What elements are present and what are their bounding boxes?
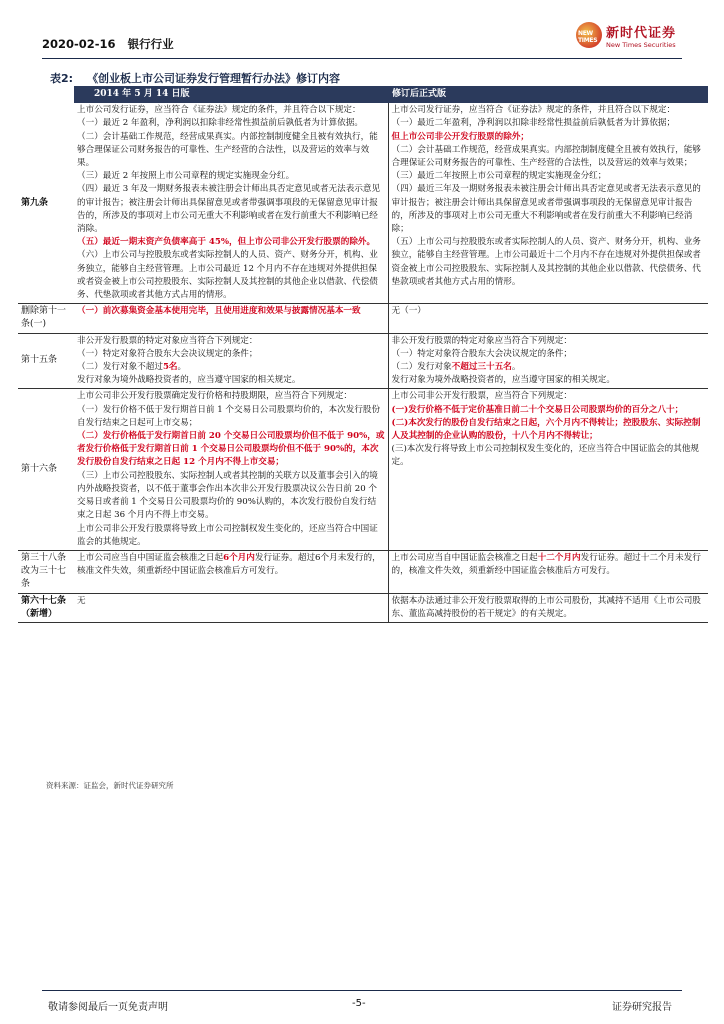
- new-text-cell: 无（一）: [388, 304, 708, 333]
- old-text-cell: （一）前次募集资金基本使用完毕，且使用进度和效果与披露情况基本一致: [74, 304, 388, 333]
- row-label: 第六十七条（新增）: [18, 593, 74, 622]
- new-text-cell: 上市公司非公开发行股票，应当符合下列规定： (一)发行价格不低于定价基准日前二十个交易日公司股票均价的百分之八十； (二)本次发行的股份自发行结束之日起，六个月内不得转让；控股股东、实际控制人及其控制的企业认购的股份，十八个月内不得转让； (三)本次发行将导致上市公司控制权发生变化的，还应当符合中国证监会的其他规定。: [388, 389, 708, 550]
- report-date: 2020-02-16: [42, 37, 116, 51]
- header-old-version: 2014 年 5 月 14 日版: [74, 86, 388, 103]
- row-label: 删除第十一条(一): [18, 304, 74, 333]
- new-text-cell: 非公开发行股票的特定对象应当符合下列规定： （一）特定对象符合股东大会决议规定的条件； （二）发行对象不超过三十五名。 发行对象为境外战略投资者的，应当遵守国家的相关规定。: [388, 333, 708, 389]
- old-text-cell: 上市公司应当自中国证监会核准之日起6个月内发行证券。超过6个月未发行的，核准文件失效，须重新经中国证监会核准后方可发行。: [74, 550, 388, 593]
- revision-table: [18, 86, 708, 623]
- table-row: [18, 550, 708, 593]
- new-text-cell: 依据本办法通过非公开发行股票取得的上市公司股份，其减持不适用《上市公司股东、董监高减持股份的若干规定》的有关规定。: [388, 593, 708, 622]
- table-header-row: [18, 86, 708, 103]
- table-caption: [50, 70, 354, 86]
- row-label: 第三十八条改为三十七条: [18, 550, 74, 593]
- table-row: [18, 333, 708, 389]
- page-header: [42, 36, 182, 52]
- footer-divider: [42, 990, 682, 991]
- new-text-cell: 上市公司应当自中国证监会核准之日起十二个月内发行证券。超过十二个月未发行的，核准文件失效，须重新经中国证监会核准后方可发行。: [388, 550, 708, 593]
- row-label: 第十六条: [18, 389, 74, 550]
- row-label: 第九条: [18, 103, 74, 304]
- header-new-version: 修订后正式版: [388, 86, 708, 103]
- industry-label: 银行行业: [127, 37, 174, 51]
- table-number: 表2:: [50, 72, 74, 85]
- header-divider: [42, 58, 682, 59]
- row-label: 第十五条: [18, 333, 74, 389]
- old-text-cell: 上市公司发行证券，应当符合《证券法》规定的条件，并且符合以下规定： （一）最近 2 年盈利，净利润以扣除非经常性损益前后孰低者为计算依据。 （二）会计基础工作规范，经营成果真实。内部控制制度健全且被有效执行，能够合理保证公司财务报告的可靠性、生产经营的合法性，以及营运的效率与效果。 （三）最近 2 年按照上市公司章程的规定实施现金分红。 （四）最近 3 年及一期财务报表未被注册会计师出具否定意见或者无法表示意见的审计报告；被注册会计师出具保留意见或者带强调事项段的无保留意见审计报告的，所涉及的事项对上市公司无重大不利影响或者在发行前重大不利影响已经消除。 （五）最近一期末资产负债率高于 45%，但上市公司非公开发行股票的除外。 （六）上市公司与控股股东或者实际控制人的人员、资产、财务分开，机构、业务独立，能够自主经营管理。上市公司最近 12 个月内不存在违规对外提供担保或者资金被上市公司控股股东、实际控制人及其控制的其他企业以借款、代偿债务、代垫款项或者其他方式占用的情形。: [74, 103, 388, 304]
- table-row: [18, 389, 708, 550]
- logo-name-cn: 新时代证券: [606, 26, 677, 41]
- report-type: 证券研究报告: [612, 1002, 672, 1013]
- company-logo: [576, 22, 686, 60]
- highlight-text: （五）最近一期末资产负债率高于 45%，但上市公司非公开发行股票的除外。: [77, 237, 376, 248]
- old-text-cell: 无: [74, 593, 388, 622]
- old-text-cell: 上市公司非公开发行股票确定发行价格和持股期限，应当符合下列规定： （一）发行价格不低于发行期首日前 1 个交易日公司股票均价的，本次发行股份自发行结束之日起可上市交易； （二）发行价格低于发行期首日前 20 个交易日公司股票均价但不低于 90%，或者发行价格低于发行期首日前 1 个交易日公司股票均价但不低于 90%的，本次发行股份自发行结束之日起 12 个月内不得上市交易； （三）上市公司控股股东、实际控制人或者其控制的关联方以及董事会引入的境内外战略投资者，以不低于董事会作出本次非公开发行股票决议公告日前 20 个交易日或者前 1 个交易日公司股票均价的 90%认购的，本次发行股份自发行结束之日起 36 个月内不得上市交易。 上市公司非公开发行股票将导致上市公司控制权发生变化的，还应当符合中国证监会的其他规定。: [74, 389, 388, 550]
- page-number: -5-: [352, 998, 366, 1009]
- table-title: 《创业板上市公司证券发行管理暂行办法》修订内容: [87, 72, 341, 85]
- old-text-cell: 非公开发行股票的特定对象应当符合下列规定： （一）特定对象符合股东大会决议规定的条件； （二）发行对象不超过5名。 发行对象为境外战略投资者的，应当遵守国家的相关规定。: [74, 333, 388, 389]
- disclaimer-note: 敬请参阅最后一页免责声明: [48, 1002, 168, 1013]
- logo-name-en: New Times Securities: [606, 41, 676, 49]
- table-row: [18, 103, 708, 304]
- highlight-text: 但上市公司非公开发行股票的除外；: [391, 131, 530, 142]
- logo-mark-icon: NEW TIMES: [576, 22, 602, 48]
- source-note: 资料来源：证监会，新时代证券研究所: [46, 781, 174, 790]
- new-text-cell: 上市公司发行证券，应当符合《证券法》规定的条件，并且符合以下规定： （一）最近二年盈利，净利润以扣除非经常性损益前后孰低者为计算依据； 但上市公司非公开发行股票的除外； （二）会计基础工作规范，经营成果真实。内部控制制度健全且被有效执行，能够合理保证公司财务报告的可靠性、生产经营的合法性，以及营运的效率与效果； （三）最近二年按照上市公司章程的规定实施现金分红； （四）最近三年及一期财务报表未被注册会计师出具否定意见或者无法表示意见的审计报告；被注册会计师出具保留意见或者带强调事项段的无保留意见审计报告的，所涉及的事项对上市公司无重大不利影响或者在发行前重大不利影响已经消除； （五）上市公司与控股股东或者实际控制人的人员、资产、财务分开，机构、业务独立，能够自主经营管理。上市公司最近十二个月内不存在违规对外提供担保或者资金被上市公司控股股东、实际控制人及其控制的其他企业以借款、代偿债务、代垫款项或者其他方式占用的情形。: [388, 103, 708, 304]
- table-row: [18, 593, 708, 622]
- table-row: [18, 304, 708, 333]
